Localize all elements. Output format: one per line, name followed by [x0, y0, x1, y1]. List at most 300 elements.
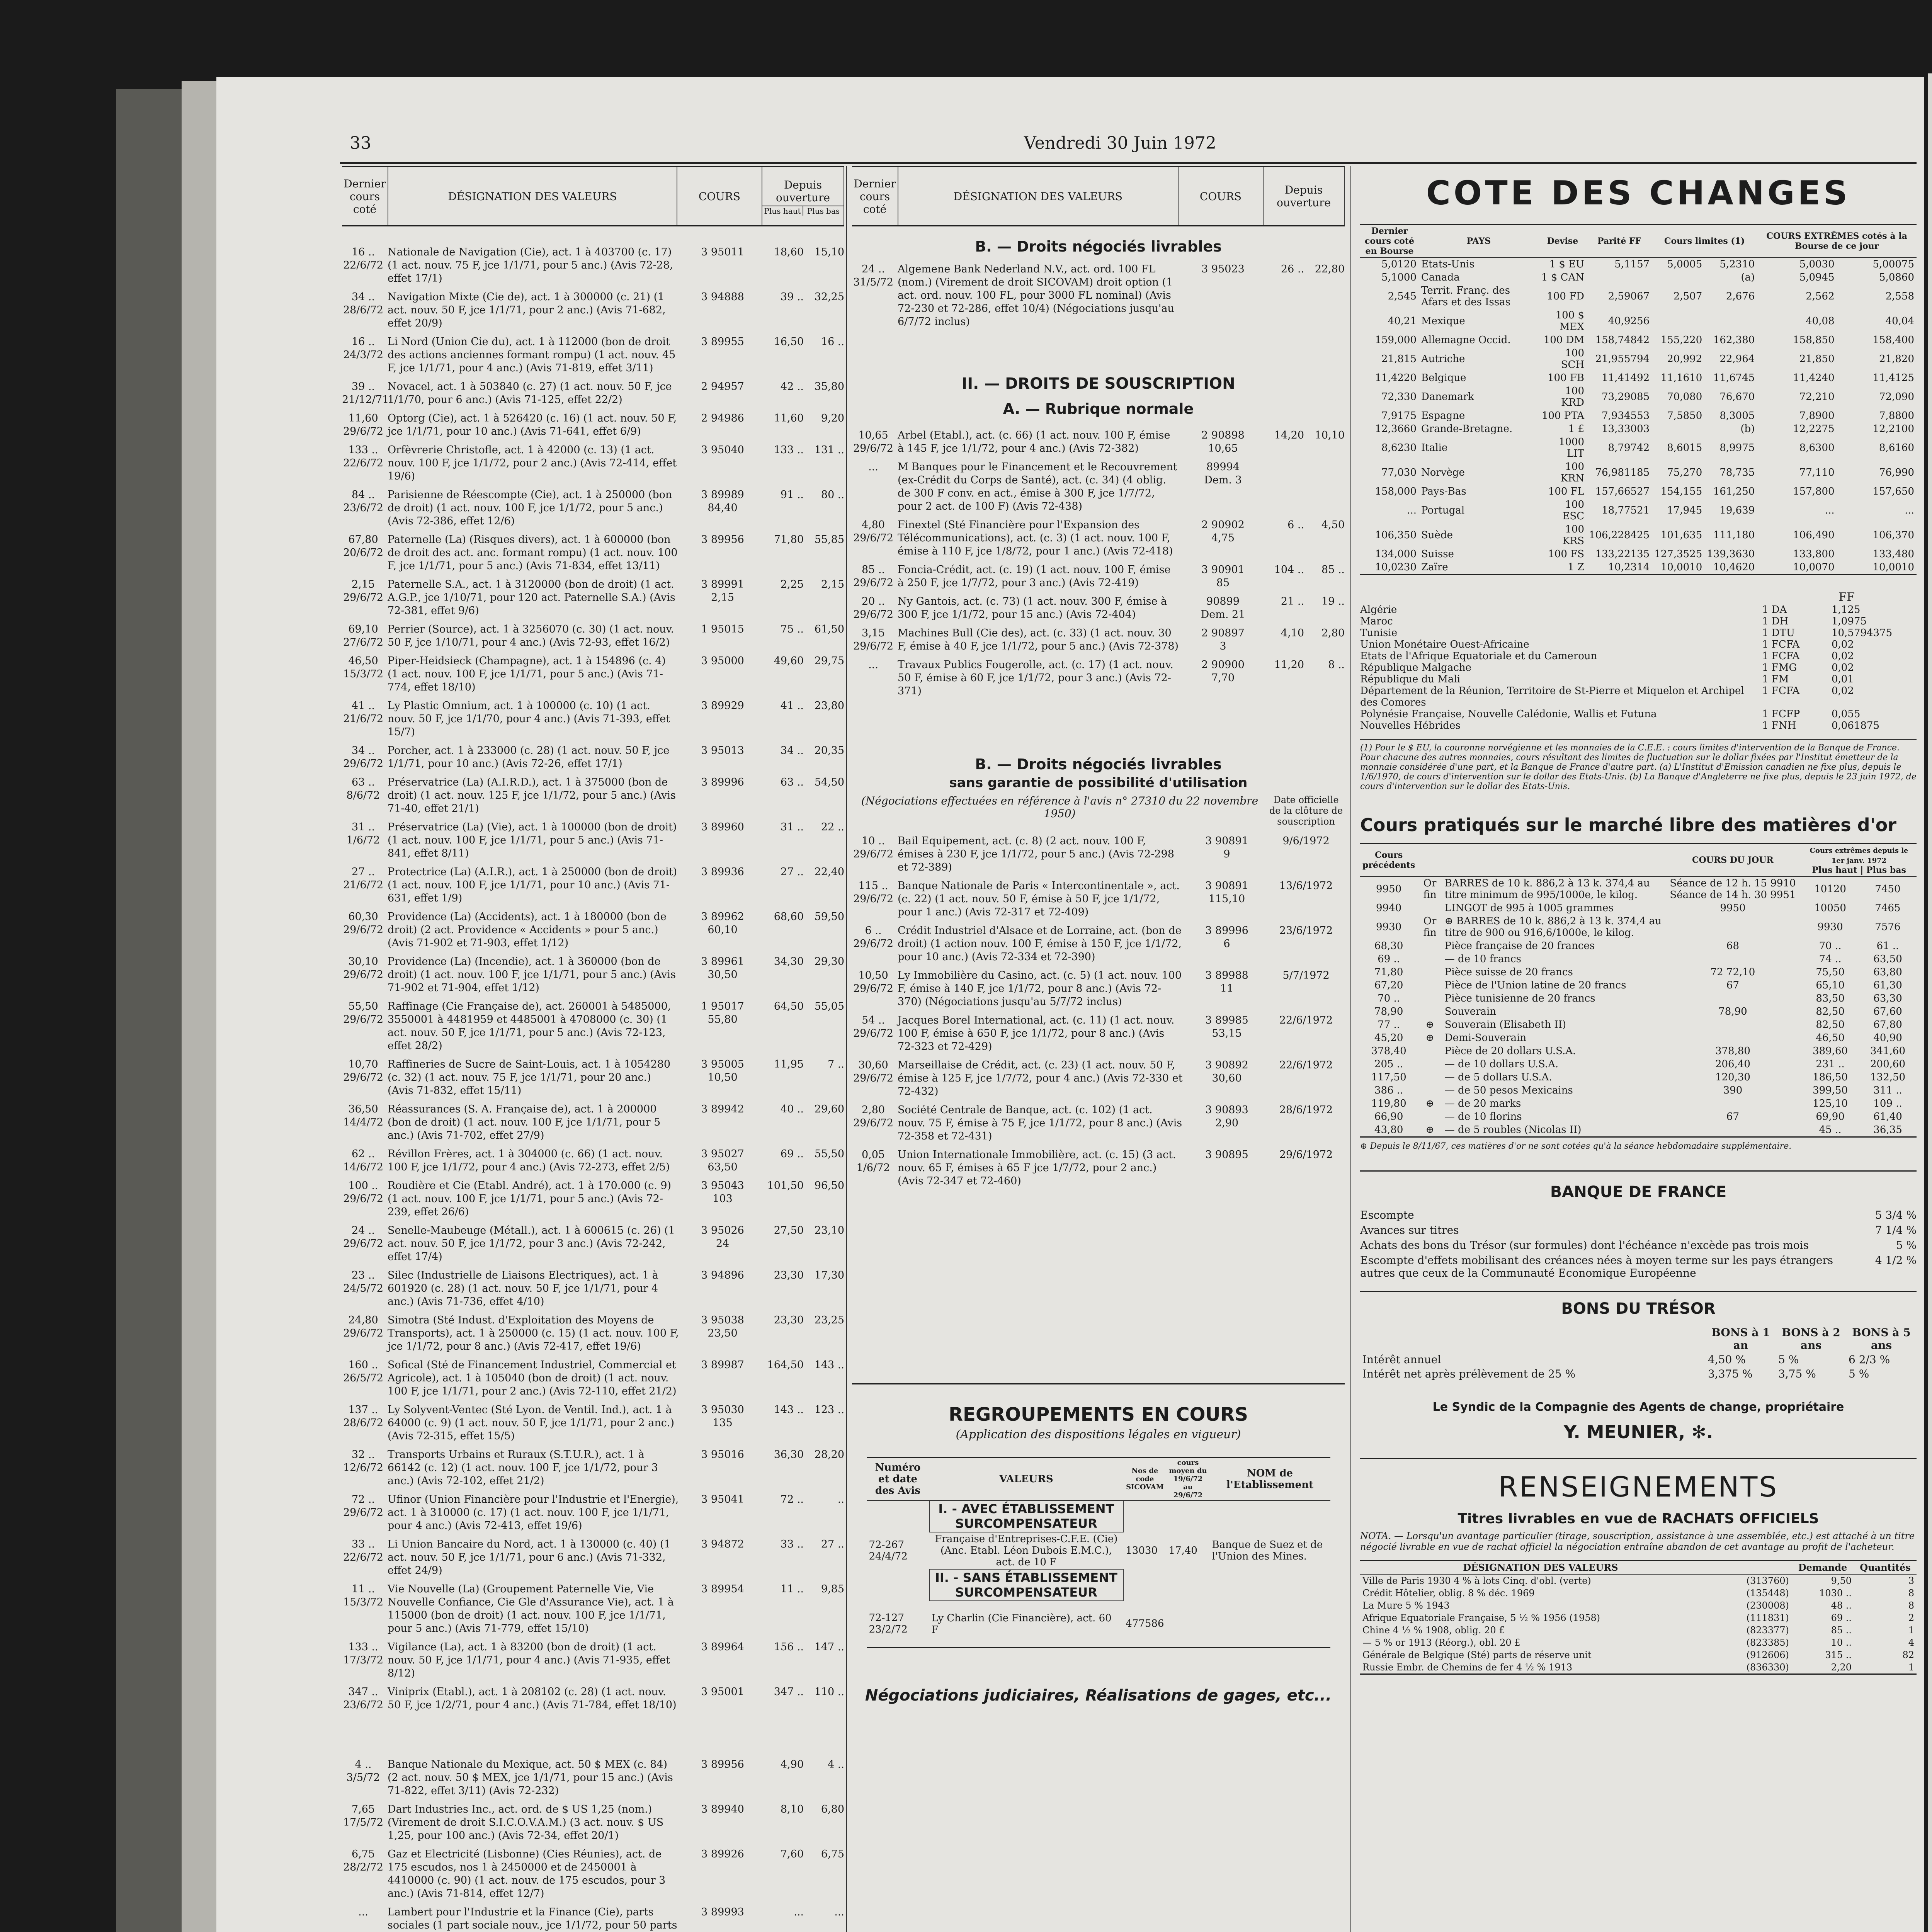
rg-section-1: I. - AVEC ÉTABLISSEMENT SURCOMPENSATEUR	[929, 1500, 1124, 1532]
changes-cell: 5,2310	[1719, 259, 1755, 270]
col1-cours: 3 95027 63,50	[701, 1148, 744, 1173]
col1-cours: 3 95011	[701, 246, 744, 258]
or-cell: 109 ..	[1873, 1098, 1902, 1109]
col2a-last: 20 .. 29/6/72	[853, 595, 894, 621]
rens-h-des: DÉSIGNATION DES VALEURS	[1463, 1562, 1618, 1573]
or-cell: 46,50	[1816, 1032, 1845, 1044]
or-cell	[1417, 939, 1442, 952]
changes-cell: 70,080	[1667, 391, 1702, 403]
or-cell	[1417, 1044, 1442, 1058]
col1-designation: Protectrice (La) (A.I.R.), act. 1 à 250000 (bon de droit) (1 act. nouv. 100 F, jce 1/1/71, pour 10 anc.) (Avis 71-631, effet 1/9)	[388, 866, 677, 904]
col1-plus-haut: 49,60	[774, 655, 804, 667]
or-row	[1360, 1031, 1917, 1044]
col1-plus-bas: 23,80	[814, 700, 844, 712]
rens-cell: 9,50	[1831, 1575, 1852, 1586]
col1-cours: 3 89993	[701, 1906, 744, 1918]
banque-row	[1360, 1224, 1917, 1236]
changes-cell: Canada	[1421, 272, 1460, 283]
other-currency-row	[1360, 662, 1917, 673]
changes-cell: 8,79742	[1608, 442, 1650, 454]
col1-designation: Dart Industries Inc., act. ord. de $ US 1,25 (nom.) (Virement de droit S.I.C.O.V.A.M.) (3 act. nouv. $ US 1,25, pour 100 anc.) (Avis 72-34, effet 20/1)	[388, 1803, 664, 1842]
or-h-bas: Plus bas	[1866, 865, 1906, 875]
other-country: Maroc	[1360, 616, 1393, 627]
or-cell: ⊕ BARRES de 10 k. 886,2 à 13 k. 374,4 au titre de 900 ou 916,6/1000e, le kilog.	[1444, 915, 1662, 939]
col1-designation: Nationale de Navigation (Cie), act. 1 à 403700 (c. 17) (1 act. nouv. 75 F, jce 1/1/71, pour 5 anc.) (Avis 72-28, effet 17/1)	[388, 246, 673, 284]
col2a-cours: 2 90897 3	[1201, 627, 1245, 652]
changes-row	[1360, 309, 1917, 333]
changes-row	[1360, 333, 1917, 347]
col1-row	[342, 1803, 844, 1842]
regroupements-title: REGROUPEMENTS EN COURS	[949, 1404, 1248, 1425]
other-country: République du Mali	[1360, 673, 1461, 685]
col1-plus-haut: 34 ..	[780, 745, 804, 757]
or-cell: 9930	[1376, 921, 1402, 933]
changes-cell: 100 $ MEX	[1555, 310, 1585, 333]
col1-plus-bas: 29,75	[814, 655, 844, 667]
bons-r2-label: Intérêt net après prélèvement de 25 %	[1362, 1367, 1576, 1380]
rens-cell: (912606)	[1746, 1650, 1789, 1660]
col2b-row	[852, 1014, 1345, 1053]
col1-plus-bas: 6,75	[821, 1848, 844, 1860]
changes-cell: 72,330	[1381, 391, 1417, 403]
rens-cell: Ville de Paris 1930 4 % à lots Cinq. d'obl. (verte)	[1362, 1575, 1591, 1586]
or-cell: 200,60	[1870, 1058, 1905, 1070]
or-cell: 65,10	[1816, 980, 1845, 991]
changes-row	[1360, 271, 1917, 284]
changes-cell: 18,77521	[1602, 505, 1650, 516]
col1-designation: Optorg (Cie), act. 1 à 526420 (c. 16) (1 act. nouv. 50 F, jce 1/1/71, pour 10 anc.) (Avis 71-641, effet 6/9)	[388, 412, 677, 437]
date-officielle-label: Date officielle de la clôture de souscription	[1269, 794, 1343, 827]
col1-cours: 3 89940	[701, 1803, 744, 1815]
or-cell: Pièce tunisienne de 20 francs	[1444, 993, 1595, 1004]
rens-cell: Russie Embr. de Chemins de fer 4 ½ % 1913	[1362, 1662, 1573, 1673]
col1-plus-haut: 11,60	[774, 412, 804, 424]
col1-designation: Roudière et Cie (Etabl. André), act. 1 à 170.000 (c. 9) (1 act. nouv. 100 F, jce 1/1/71, pour 5 anc.) (Avis 72-239, effet 26/6)	[388, 1180, 672, 1218]
or-cell: 63,80	[1873, 966, 1902, 978]
or-cell: 40,90	[1873, 1032, 1902, 1044]
rg1-cours: 17,40	[1168, 1545, 1197, 1556]
col2b-last: 6 .. 29/6/72	[853, 925, 894, 950]
rens-cell: 3	[1908, 1575, 1914, 1586]
or-cell: 132,50	[1870, 1071, 1905, 1083]
algemene-high: 26 ..	[1281, 263, 1304, 275]
changes-cell: 158,000	[1375, 486, 1417, 497]
changes-cell: 133,22135	[1595, 548, 1650, 560]
sec-b2-title: B. — Droits négociés livrables	[975, 756, 1222, 773]
bons-r1-v2: 5 %	[1778, 1353, 1799, 1366]
or-cell: 69 ..	[1378, 953, 1400, 965]
col1-plus-haut: 91 ..	[780, 489, 804, 501]
col1-last: 2,15 29/6/72	[343, 578, 384, 604]
col2a-plus-haut: 4,10	[1281, 627, 1304, 639]
rens-nota: NOTA. — Lorsqu'un avantage particulier (tirage, souscription, assistance à une assemblée, etc.) est attaché à un titre négocié livrable en vue de rachat officiel la négociation entraîne abandon de cet avantage au profit de l'acheteur.	[1360, 1531, 1915, 1552]
col1-designation: Sofical (Sté de Financement Industriel, Commercial et Agricole), act. 1 à 105040 (bon de droit) (1 act. nouv. 100 F, jce 1/1/71, pour 2 anc.) (Avis 72-110, effet 21/2)	[388, 1359, 677, 1397]
rens-cell: 4	[1908, 1637, 1914, 1648]
col1-plus-bas: 23,25	[814, 1314, 844, 1326]
banque-label: Achats des bons du Trésor (sur formules) dont l'échéance n'excède pas trois mois	[1360, 1239, 1809, 1252]
col1-designation: Gaz et Electricité (Lisbonne) (Cies Réunies), act. de 175 escudos, nos 1 à 2450000 et de 2450001 à 4410000 (c. 90) (1 act. nouv. de 175 escudos, pour 3 anc.) (Avis 71-814, effet 12/7)	[388, 1848, 666, 1900]
col1-cours: 3 89926	[701, 1848, 744, 1860]
col1-cours: 3 94872	[701, 1538, 744, 1550]
col1-designation: Li Nord (Union Cie du), act. 1 à 112000 (bon de droit des actions anciennes formant rompu) (1 act. nouv. 45 F, jce 1/1/71, pour 4 anc.) (Avis 71-819, effet 3/11)	[388, 336, 676, 374]
col1-plus-bas: 55,85	[814, 534, 844, 546]
sec-b-title: B. — Droits négociés livrables	[975, 238, 1222, 255]
or-cell: 231 ..	[1816, 1058, 1845, 1070]
bons-r2-v3: 5 %	[1849, 1367, 1869, 1380]
col2-header	[852, 166, 1345, 226]
col2a-plus-bas: 4,50	[1321, 519, 1345, 531]
rg2-date: 23/2/72	[869, 1624, 908, 1636]
rens-cell: 2	[1908, 1612, 1914, 1623]
col2a-plus-bas: 10,10	[1315, 429, 1345, 441]
col1-cours: 3 89954	[701, 1583, 744, 1595]
changes-cell	[1704, 309, 1757, 333]
changes-cell: 157,800	[1793, 486, 1835, 497]
changes-cell: 1 $ CAN	[1541, 272, 1585, 283]
changes-cell: Italie	[1421, 442, 1448, 454]
or-cell: 125,10	[1813, 1098, 1848, 1109]
col1-last: 39 .. 21/12/71	[342, 381, 389, 406]
rubrique-normale-list	[852, 429, 1345, 698]
changes-row	[1360, 409, 1917, 422]
changes-cell: 72,210	[1799, 391, 1835, 403]
col1-cours: 3 89996	[701, 776, 744, 788]
col1-last: 31 .. 1/6/72	[346, 821, 380, 846]
changes-cell: 100 SCH	[1561, 347, 1585, 371]
rens-cell: Chine 4 ½ % 1908, oblig. 20 £	[1362, 1625, 1505, 1636]
col1-last: 7,65 17/5/72	[343, 1803, 384, 1828]
or-cell: ⊕	[1425, 1032, 1434, 1044]
hdr-dernier: Dernier cours coté	[342, 167, 388, 225]
other-rate: 1,0975	[1832, 616, 1867, 627]
col1-row	[342, 1403, 844, 1443]
col2a-plus-haut: 6 ..	[1287, 519, 1304, 531]
algemene-last: 24 .. 31/5/72	[853, 263, 894, 288]
or-cell: 63,50	[1873, 953, 1902, 965]
col1-row	[342, 1583, 844, 1635]
col1-plus-bas: 59,50	[814, 911, 844, 923]
hdr2-designation: DÉSIGNATION DES VALEURS	[898, 167, 1179, 225]
other-rate: 0,02	[1832, 650, 1854, 662]
hdr-depuis	[762, 167, 844, 225]
or-row	[1360, 966, 1917, 979]
rens-row	[1360, 1599, 1917, 1612]
other-unit: 1 FCFA	[1762, 650, 1800, 662]
col1-row	[342, 380, 844, 406]
or-cell: BARRES de 10 k. 886,2 à 13 k. 374,4 au titre minimum de 995/1000e, le kilog.	[1444, 878, 1650, 901]
changes-cell: 8,9975	[1719, 442, 1755, 454]
rens-row	[1360, 1574, 1917, 1587]
or-row	[1360, 1044, 1917, 1058]
col1-plus-bas: 2,15	[821, 578, 844, 590]
col1-plus-haut: 23,30	[774, 1314, 804, 1326]
col1-cours: 3 89964	[701, 1641, 744, 1653]
col2b-row	[852, 924, 1345, 964]
col1-cours: 3 89987	[701, 1359, 744, 1371]
or-cell: 67,60	[1873, 1006, 1902, 1017]
col1-row	[342, 291, 844, 330]
changes-cell: 158,400	[1872, 334, 1914, 346]
col2a-plus-haut	[1264, 461, 1304, 513]
col1-row	[342, 955, 844, 995]
or-cell: 78,90	[1374, 1006, 1403, 1017]
rens-cell: 1030 ..	[1819, 1588, 1852, 1599]
or-cell: 61 ..	[1876, 940, 1899, 952]
or-cell: 74 ..	[1819, 953, 1842, 965]
banque-label: Escompte d'effets mobilisant des créances nées à moyen terme sur les pays étrangers autres que ceux de la Communauté Economique Européenne	[1360, 1254, 1833, 1279]
bons-title: BONS DU TRÉSOR	[1561, 1300, 1716, 1318]
changes-cell: 100 DM	[1543, 334, 1585, 346]
bons-section	[1360, 1291, 1917, 1381]
or-cell: Séance de 12 h. 15 9910 Séance de 14 h. 30 9951	[1670, 878, 1796, 901]
col1-last: 27 .. 21/6/72	[343, 866, 384, 891]
changes-cell: 100 PTA	[1541, 410, 1585, 422]
rens-cell: Crédit Hôtelier, oblig. 8 % déc. 1969	[1362, 1588, 1535, 1599]
col2b-designation: Société Centrale de Banque, act. (c. 102) (1 act. nouv. 75 F, émise à 75 F, jce 1/1/72, pour 8 anc.) (Avis 72-358 et 72-431)	[898, 1104, 1182, 1142]
or-row	[1360, 979, 1917, 992]
other-unit: 1 FNH	[1762, 720, 1796, 731]
changes-cell: 76,670	[1719, 391, 1755, 403]
col1-plus-bas: 143 ..	[814, 1359, 844, 1371]
or-row	[1360, 1018, 1917, 1031]
col1-designation: Réassurances (S. A. Française de), act. 1 à 200000 (bon de droit) (1 act. nouv. 100 F, jce 1/1/71, pour 5 anc.) (Avis 71-702, effet 27/9)	[388, 1103, 661, 1141]
changes-cell: (b)	[1740, 423, 1755, 435]
col1-plus-haut: 11 ..	[780, 1583, 804, 1595]
rens-cell: 48 ..	[1831, 1600, 1852, 1611]
negociations-title: Négociations judiciaires, Réalisations de gages, etc...	[865, 1686, 1332, 1704]
col2b-cours: 3 89996 6	[1205, 925, 1248, 950]
changes-cell: 10,0230	[1375, 561, 1417, 573]
other-country: Tunisie	[1360, 627, 1398, 639]
col1-designation: Simotra (Sté Indust. d'Exploitation des Moyens de Transports), act. 1 à 250000 (c. 15) (1 act. nouv. 100 F, jce 1/1/72, pour 8 anc.) (Avis 72-417, effet 19/6)	[388, 1314, 679, 1352]
or-cell: Pièce suisse de 20 francs	[1444, 966, 1573, 978]
col1-row	[342, 821, 844, 860]
col1-plus-bas: ...	[834, 1906, 844, 1918]
other-currency-row	[1360, 604, 1917, 616]
col1-designation: Viniprix (Etabl.), act. 1 à 208102 (c. 28) (1 act. nouv. 50 F, jce 1/2/71, pour 4 anc.) (Avis 71-784, effet 18/10)	[388, 1686, 677, 1711]
col2b-date-officielle: 22/6/1972	[1279, 1014, 1333, 1026]
changes-cell: 5,00075	[1872, 259, 1914, 270]
col1-last: 46,50 15/3/72	[343, 655, 384, 680]
col2a-designation: M Banques pour le Financement et le Recouvrement (ex-Crédit du Corps de Santé), act. (c. 34) (4 oblig. de 300 F conv. en act., émise à 300 F, jce 1/7/72, pour 2 act. de 100 F) (Avis 72-438)	[898, 461, 1177, 512]
col1-last: 24,80 29/6/72	[343, 1314, 384, 1339]
col1-last: 4 .. 3/5/72	[346, 1759, 380, 1784]
rens-cell: 315 ..	[1825, 1650, 1852, 1660]
col1-cours: 3 95040	[701, 444, 744, 456]
changes-cell: 1 $ EU	[1549, 259, 1585, 270]
algemene-code: 3 95023	[1201, 263, 1245, 275]
banque-rate: 5 %	[1896, 1239, 1917, 1252]
ff-label: FF	[1838, 590, 1855, 604]
col1-designation: Providence (La) (Accidents), act. 1 à 180000 (bon de droit) (2 act. Providence « Accidents » pour 5 anc.) (Avis 71-902 et 71-903, effet 1/12)	[388, 911, 667, 949]
or-cell	[1664, 952, 1801, 966]
other-rate: 10,5794375	[1832, 627, 1893, 639]
col1-plus-bas: 4 ..	[828, 1759, 844, 1770]
col2a-cours: 2 90898 10,65	[1201, 429, 1245, 454]
or-cell	[1417, 1084, 1442, 1097]
or-cell: 378,40	[1371, 1045, 1406, 1057]
or-cell	[1664, 1031, 1801, 1044]
hdr-designation: DÉSIGNATION DES VALEURS	[388, 167, 677, 225]
col1-row	[342, 1000, 844, 1053]
algemene-text: Algemene Bank Nederland N.V., act. ord. 100 FL (nom.) (Virement de droit SICOVAM) droit option (1 act. ord. nouv. 100 FL, pour 3000 FL nominal) (Avis 72-230 et 72-286, effet 10/4) (Négociations jusqu'au 6/7/72 inclus)	[898, 263, 1174, 328]
or-cell: 70 ..	[1819, 940, 1842, 952]
col1-designation: Senelle-Maubeuge (Métall.), act. 1 à 600615 (c. 26) (1 act. nouv. 50 F, jce 1/1/72, pour 3 anc.) (Avis 72-242, effet 17/4)	[388, 1225, 675, 1263]
other-currency-row	[1360, 650, 1917, 662]
col1-designation: Raffineries de Sucre de Saint-Louis, act. 1 à 1054280 (c. 32) (1 act. nouv. 75 F, jce 1/1/71, pour 20 anc.) (Avis 71-832, effet 15/11)	[388, 1058, 671, 1097]
hdr2-depuis: Depuis ouverture	[1264, 167, 1345, 225]
or-cell: 45,20	[1374, 1032, 1403, 1044]
col1-last: 6,75 28/2/72	[343, 1848, 384, 1873]
rg-h-valeurs: VALEURS	[999, 1473, 1053, 1485]
rens-cell: (230008)	[1746, 1600, 1789, 1611]
col1-plus-haut: 156 ..	[774, 1641, 804, 1653]
col1-designation: Li Union Bancaire du Nord, act. 1 à 130000 (c. 40) (1 act. nouv. 50 F, jce 1/1/71, pour 6 anc.) (Avis 71-332, effet 24/9)	[388, 1538, 671, 1577]
other-rate: 0,02	[1832, 685, 1854, 697]
col1-row	[342, 444, 844, 483]
col2a-row	[852, 627, 1345, 653]
col2b-cours: 3 90891 115,10	[1205, 880, 1248, 905]
rens-cell: (836330)	[1746, 1662, 1789, 1673]
col1-plus-bas: 29,30	[814, 956, 844, 968]
hdr-depuis-label: Depuis ouverture	[776, 179, 830, 204]
col1-last: 16 .. 22/6/72	[343, 246, 384, 271]
col1-row	[342, 1538, 844, 1577]
or-cell: Souverain	[1444, 1006, 1497, 1017]
changes-cell: 76,981185	[1595, 467, 1650, 478]
or-cell: 7465	[1875, 902, 1901, 914]
other-country: République Malgache	[1360, 662, 1471, 673]
or-cell: — de 5 roubles (Nicolas II)	[1444, 1124, 1582, 1136]
changes-cell: 5,1157	[1614, 259, 1650, 270]
or-h-haut: Plus haut	[1812, 865, 1857, 875]
or-cell: 117,50	[1371, 1071, 1406, 1083]
or-cell	[1417, 901, 1442, 915]
col2a-plus-bas: 2,80	[1321, 627, 1345, 639]
col2a-plus-bas: 85 ..	[1321, 564, 1345, 576]
col1-row	[342, 1103, 844, 1142]
or-cell: 66,90	[1374, 1111, 1403, 1122]
rens-cell: (823385)	[1746, 1637, 1789, 1648]
col1-designation: Novacel, act. 1 à 503840 (c. 27) (1 act. nouv. 50 F, jce 1/1/70, pour 6 anc.) (Avis 71-125, effet 22/2)	[388, 381, 672, 406]
col1-cours: 3 95041	[701, 1493, 744, 1505]
or-row	[1360, 1110, 1917, 1123]
or-cell: 7576	[1875, 921, 1901, 933]
col1-last: 32 .. 12/6/72	[343, 1449, 384, 1474]
changes-cell: 75,270	[1667, 467, 1702, 478]
other-rate: 0,055	[1832, 708, 1861, 720]
rens-row	[1360, 1636, 1917, 1649]
changes-cell: 100 ESC	[1562, 499, 1585, 522]
rens-cell: 2,20	[1831, 1662, 1852, 1673]
changes-notes: (1) Pour le $ EU, la couronne norvégienne et les monnaies de la C.E.E. : cours limites d'intervention de la Banque de France. Pour chacune des autres monnaies, cours résultant des limites de fluctuation sur le dollar fixées par l'Institut émetteur de la monnaie considérée d'une part, et la Banque de France d'autre part. (a) L'Institut d'Emission canadien ne fixe plus, depuis le 1/6/1970, de cours d'intervention sur le dollar des Etats-Unis. (b) La Banque d'Angleterre ne fixe plus, depuis le 23 juin 1972, de cours d'intervention sur le dollar des Etats-Unis.	[1360, 739, 1917, 791]
bons-r1-label: Intérêt annuel	[1362, 1353, 1441, 1366]
col1-row	[342, 866, 844, 905]
changes-cell: 159,000	[1375, 334, 1417, 346]
rens-h-qte: Quantités	[1860, 1562, 1911, 1573]
ch-h-parite: Parité FF	[1597, 236, 1641, 246]
or-cell: 36,35	[1873, 1124, 1902, 1136]
changes-cell: 139,3630	[1707, 548, 1755, 560]
rens-cell: 8	[1908, 1600, 1914, 1611]
changes-cell: 10,2314	[1608, 561, 1650, 573]
changes-cell: 40,08	[1806, 315, 1835, 327]
col2b-designation: Ly Immobilière du Casino, act. (c. 5) (1 act. nouv. 100 F, émise à 140 F, jce 1/1/72, pour 8 anc.) (Avis 72-370) (Négociations jusqu'au 5/7/72 inclus)	[898, 969, 1182, 1008]
col1-cours: 3 95030 135	[701, 1404, 744, 1429]
changes-cell: 76,990	[1879, 467, 1914, 478]
changes-row	[1360, 422, 1917, 435]
changes-cell: 100 KRN	[1560, 461, 1585, 484]
banque-rate: 4 1/2 %	[1875, 1254, 1917, 1267]
col2b-row	[852, 1148, 1345, 1188]
col2a-cours: 90899 Dem. 21	[1201, 595, 1245, 621]
changes-cell: 1 £	[1568, 423, 1585, 435]
rens-row	[1360, 1612, 1917, 1624]
col2a-last: 10,65 29/6/72	[853, 429, 894, 454]
or-cell	[1417, 1110, 1442, 1123]
col1-plus-haut: 101,50	[767, 1180, 804, 1192]
page-date: Vendredi 30 Juin 1972	[1024, 133, 1216, 153]
or-note: ⊕ Depuis le 8/11/67, ces matières d'or ne sont cotées qu'à la séance hebdomadaire supplémentaire.	[1360, 1141, 1792, 1151]
col1-last: 347 .. 23/6/72	[343, 1686, 384, 1711]
col1-plus-haut: 42 ..	[780, 381, 804, 393]
col2b-date-officielle: 13/6/1972	[1279, 880, 1333, 892]
changes-cell: 10,0010	[1660, 561, 1702, 573]
changes-cell: 2,507	[1673, 291, 1702, 302]
col1-plus-haut: ...	[794, 1906, 804, 1918]
col2a-designation: Foncia-Crédit, act. (c. 19) (1 act. nouv. 100 F, émise à 250 F, jce 1/7/72, pour 3 anc.) (Avis 72-419)	[898, 564, 1171, 589]
col1-plus-haut: 164,50	[767, 1359, 804, 1371]
ch-h-extremes: COURS EXTRÊMES cotés à la Bourse de ce jour	[1766, 231, 1907, 251]
col1-row	[342, 335, 844, 375]
col1-last: 55,50 29/6/72	[343, 1000, 384, 1026]
col1-last: 30,10 29/6/72	[343, 956, 384, 981]
col2b-cours: 3 90892 30,60	[1205, 1059, 1248, 1084]
col1-plus-bas: 35,80	[814, 381, 844, 393]
changes-cell: 8,6230	[1381, 442, 1417, 454]
col1-last: 100 .. 29/6/72	[343, 1180, 384, 1205]
col1-designation: Orfèvrerie Christofle, act. 1 à 42000 (c. 13) (1 act. nouv. 100 F, jce 1/1/72, pour 2 anc.) (Avis 72-414, effet 19/6)	[388, 444, 677, 482]
page-number: 33	[350, 133, 371, 153]
other-unit: 1 FCFP	[1762, 708, 1800, 720]
col2b-date-officielle: 23/6/1972	[1279, 925, 1333, 937]
or-cell: — de 10 florins	[1444, 1111, 1522, 1122]
rg-section-2: II. - SANS ÉTABLISSEMENT SURCOMPENSATEUR	[929, 1569, 1124, 1601]
col1-last: 69,10 27/6/72	[343, 623, 384, 648]
changes-cell: 12,2275	[1793, 423, 1835, 435]
other-country: Nouvelles Hébrides	[1360, 720, 1461, 731]
syndic-line: Le Syndic de la Compagnie des Agents de change, propriétaire	[1432, 1400, 1844, 1414]
ch-h-limites: Cours limites (1)	[1664, 236, 1745, 246]
changes-cell: 73,29085	[1602, 391, 1650, 403]
changes-cell: Zaïre	[1421, 561, 1448, 573]
changes-cell: 157,650	[1872, 486, 1914, 497]
or-cell	[1417, 966, 1442, 979]
changes-cell: 5,0030	[1799, 259, 1835, 270]
changes-cell: 78,735	[1719, 467, 1755, 478]
changes-row	[1360, 561, 1917, 575]
col1-cours: 3 89961 30,50	[701, 956, 744, 981]
changes-cell: 8,6015	[1667, 442, 1702, 454]
or-h-jour: COURS DU JOUR	[1692, 855, 1774, 865]
changes-cell: 5,0860	[1879, 272, 1914, 283]
col1-last: 11 .. 15/3/72	[343, 1583, 384, 1608]
col1-row	[342, 1758, 844, 1798]
other-country: Département de la Réunion, Territoire de St-Pierre et Miquelon et Archipel des Comores	[1360, 685, 1744, 708]
col1-plus-haut: 69 ..	[780, 1148, 804, 1160]
col1-designation: Lambert pour l'Industrie et la Finance (Cie), parts sociales (1 part sociale nouv., jce 1/1/72, pour 50 parts	[388, 1906, 677, 1931]
col2a-designation: Finextel (Sté Financière pour l'Expansion des Télécommunications), act. (c. 3) (1 act. nouv. 100 F, émise à 110 F, jce 1/8/72, pour 1 anc.) (Avis 72-418)	[898, 519, 1173, 557]
